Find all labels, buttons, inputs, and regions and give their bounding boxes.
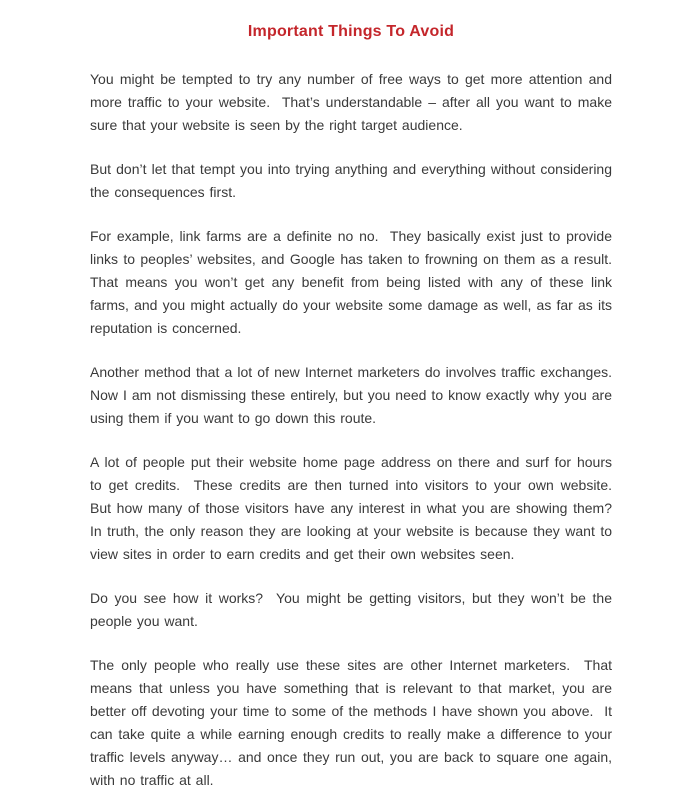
paragraph-free-ways-intro: You might be tempted to try any number of free ways to get more attention and more traffic to your website. That’s understandable – after all you want to make sure that your website is seen by the right target audience. — [90, 71, 617, 133]
paragraph-traffic-exchanges: Another method that a lot of new Internet marketers do involves traffic exchanges. Now I am not dismissing these entirely, but you need to know exactly why you are using them if you want to go down this route. — [90, 364, 622, 426]
paragraph-surf-for-credits: A lot of people put their website home page address on there and surf for hours to get credits. These credits are then turned into visitors to your own website. But how many of those visitors have any interest in what you are showing them? In truth, the only reason they are looking at your website is because they want to view sites in order to earn credits and get their own websites seen. — [90, 454, 622, 562]
paragraph-consequences-warning: But don’t let that tempt you into trying anything and everything without considering the consequences first. — [90, 161, 617, 200]
page-title: Important Things To Avoid — [247, 23, 455, 40]
paragraph-other-marketers: The only people who really use these sites are other Internet marketers. That means that unless you have something that is relevant to that market, you are better off devoting your time to some of the methods I have shown you above. It can take quite a while earning enough credits to really make a difference to your traffic levels anyway… and once they run out, you are back to square one again, with no traffic at all. — [90, 657, 617, 788]
paragraph-wrong-visitors: Do you see how it works? You might be getting visitors, but they won’t be the people you want. — [90, 590, 617, 629]
paragraph-link-farms: For example, link farms are a definite no no. They basically exist just to provide links to peoples’ websites, and Google has taken to frowning on them as a result. That means you won’t get any benefit from being listed with any of these link farms, and you might actually do your website some damage as well, as far as its reputation is concerned. — [90, 228, 622, 336]
